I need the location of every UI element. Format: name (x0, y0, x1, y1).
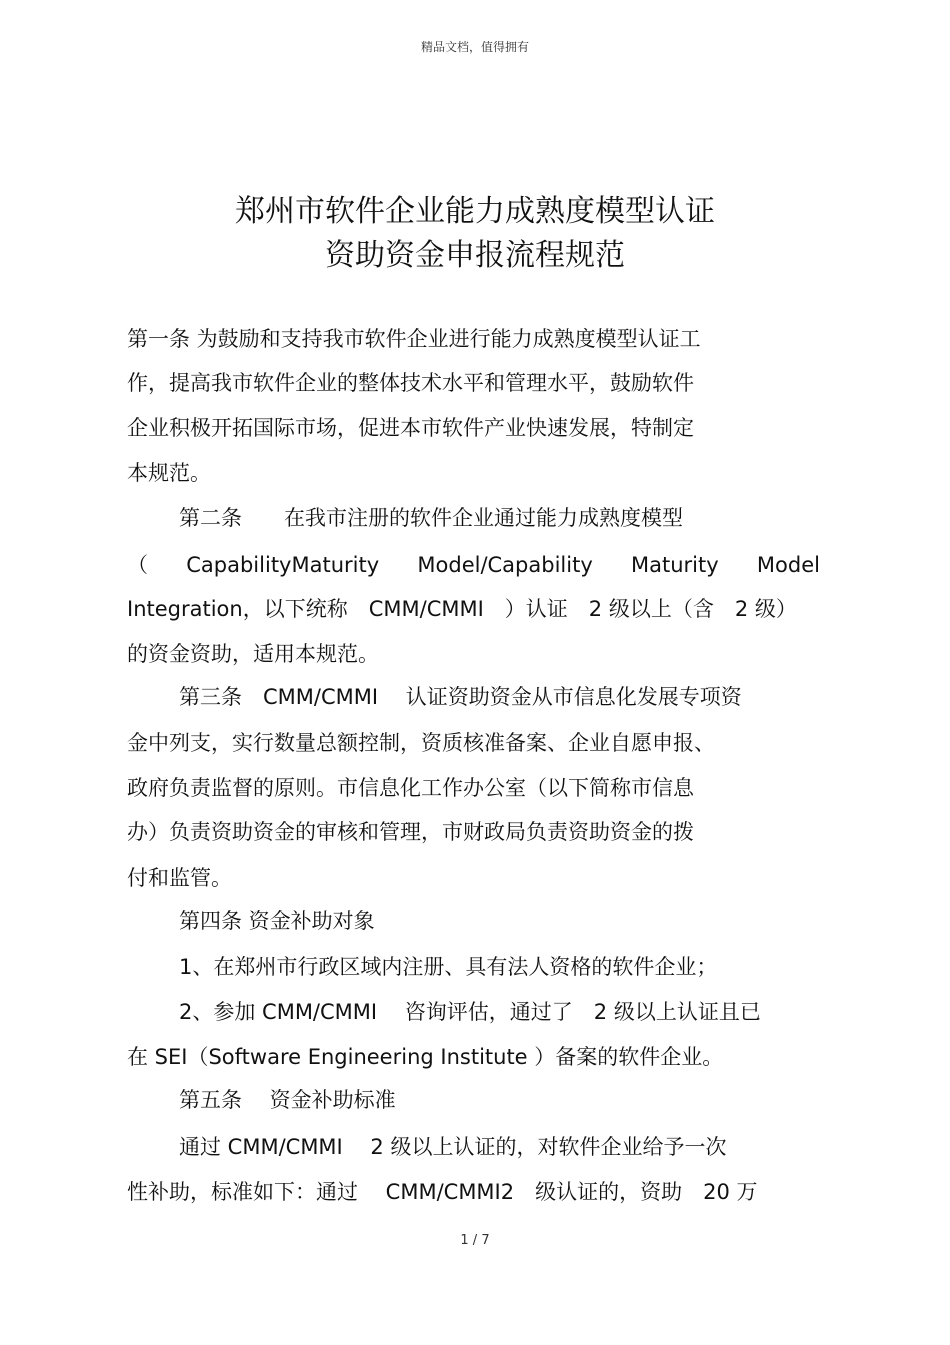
body-line: 性补助，标准如下：通过 CMM/CMMI2 级认证的，资助 20 万 (127, 1180, 758, 1204)
body-line: 企业积极开拓国际市场，促进本市软件产业快速发展，特制定 (127, 416, 694, 440)
document-title-line-1: 郑州市软件企业能力成熟度模型认证 (235, 194, 715, 229)
document-title-line-2: 资助资金申报流程规范 (325, 238, 625, 273)
body-line: 第一条 为鼓励和支持我市软件企业进行能力成熟度模型认证工 (127, 327, 701, 351)
justified-word: （ (127, 553, 148, 577)
body-line: 办）负责资助资金的审核和管理，市财政局负责资助资金的拨 (127, 820, 694, 844)
list-item: 2、参加 CMM/CMMI 咨询评估，通过了 2 级以上认证且已 (179, 1000, 761, 1024)
header-note: 精品文档，值得拥有 (420, 40, 529, 54)
section-heading: 第四条 资金补助对象 (179, 909, 375, 933)
body-line: Integration，以下统称 CMM/CMMI ）认证 2 级以上（含 2 级） (127, 597, 797, 621)
body-line: 的资金资助，适用本规范。 (127, 642, 379, 666)
body-line: 在 SEI（Software Engineering Institute ）备案的软件企业。 (127, 1045, 724, 1069)
justified-word: Model (756, 553, 820, 577)
justified-line (127, 555, 820, 576)
body-line: 第三条 CMM/CMMI 认证资助资金从市信息化发展专项资 (179, 685, 742, 709)
body-line: 付和监管。 (127, 866, 232, 890)
justified-word: CapabilityMaturity (186, 553, 380, 577)
body-line: 金中列支，实行数量总额控制，资质核准备案、企业自愿申报、 (127, 731, 715, 755)
body-line: 作，提高我市软件企业的整体技术水平和管理水平，鼓励软件 (127, 371, 694, 395)
list-item: 1、在郑州市行政区域内注册、具有法人资格的软件企业； (179, 955, 718, 979)
body-line: 本规范。 (127, 461, 211, 485)
body-line: 通过 CMM/CMMI 2 级以上认证的，对软件企业给予一次 (179, 1135, 727, 1159)
justified-word: Model/Capability (417, 553, 593, 577)
body-line: 第二条 在我市注册的软件企业通过能力成熟度模型 (179, 506, 683, 530)
page-number: 1 / 7 (460, 1233, 490, 1248)
section-heading: 第五条 资金补助标准 (179, 1088, 396, 1112)
body-line: 政府负责监督的原则。市信息化工作办公室（以下简称市信息 (127, 776, 694, 800)
justified-word: Maturity (631, 553, 719, 577)
